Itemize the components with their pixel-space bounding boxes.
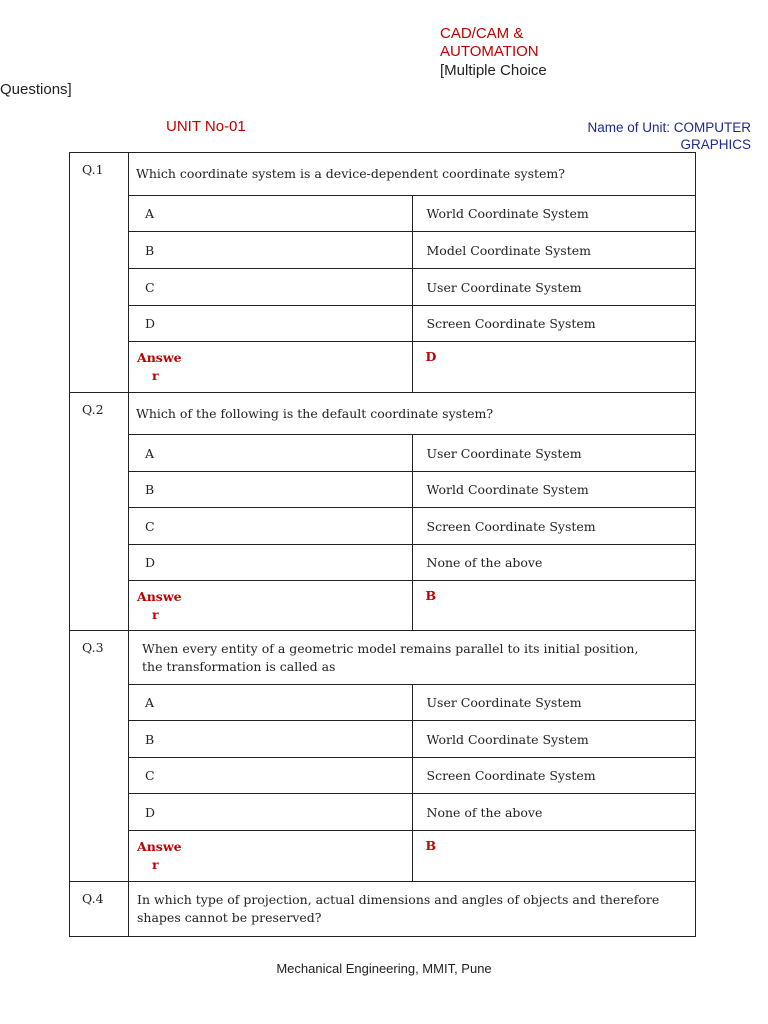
option-row [70, 306, 696, 342]
answer-label-line2: r [152, 857, 159, 872]
option-letter: B [129, 721, 413, 758]
answer-label-line1: Answe [137, 839, 182, 854]
option-letter: C [129, 758, 413, 794]
answer-row [70, 581, 696, 631]
option-letter: C [129, 508, 413, 545]
question-text-line1: When every entity of a geometric model remains parallel to its initial position, [142, 640, 639, 656]
option-row [70, 685, 696, 721]
question-number: Q.1 [70, 153, 129, 393]
question-number: Q.4 [70, 882, 129, 937]
option-text: World Coordinate System [412, 721, 696, 758]
answer-value: B [412, 581, 696, 631]
option-row [70, 545, 696, 581]
answer-label [129, 581, 413, 631]
unit-name-value2: GRAPHICS [680, 137, 751, 152]
option-letter: B [129, 232, 413, 269]
answer-value: D [412, 342, 696, 393]
question-row [70, 153, 696, 196]
option-text: User Coordinate System [412, 269, 696, 306]
answer-label-line1: Answe [137, 350, 182, 365]
option-letter: A [129, 196, 413, 232]
unit-label: UNIT No-01 [166, 118, 246, 135]
option-row [70, 758, 696, 794]
option-row [70, 794, 696, 831]
answer-label [129, 342, 413, 393]
option-letter: A [129, 685, 413, 721]
option-text: Screen Coordinate System [412, 508, 696, 545]
option-letter: D [129, 794, 413, 831]
option-row [70, 721, 696, 758]
document-subtitle-line2: Questions] [0, 81, 72, 98]
answer-label-line2: r [152, 607, 159, 622]
question-text [129, 631, 696, 685]
question-text-line2: shapes cannot be preserved? [137, 910, 322, 925]
option-text: None of the above [412, 545, 696, 581]
question-row [70, 882, 696, 937]
document-title-line1: CAD/CAM & [440, 25, 524, 42]
answer-label-line2: r [152, 368, 159, 383]
option-row [70, 472, 696, 508]
answer-label [129, 831, 413, 882]
option-row [70, 508, 696, 545]
question-text-line2: the transformation is called as [142, 658, 336, 674]
option-letter: B [129, 472, 413, 508]
option-row [70, 269, 696, 306]
option-letter: D [129, 306, 413, 342]
option-text: Screen Coordinate System [412, 758, 696, 794]
question-text: Which of the following is the default coordinate system? [129, 393, 696, 435]
question-row [70, 393, 696, 435]
answer-row [70, 831, 696, 882]
option-text: World Coordinate System [412, 196, 696, 232]
option-letter: D [129, 545, 413, 581]
document-subtitle-line1: [Multiple Choice [440, 62, 547, 79]
option-text: Screen Coordinate System [412, 306, 696, 342]
question-number: Q.3 [70, 631, 129, 882]
document-title-line2: AUTOMATION [440, 43, 539, 60]
unit-name-value1: COMPUTER [673, 120, 751, 135]
option-row [70, 435, 696, 472]
answer-value: B [412, 831, 696, 882]
option-text: None of the above [412, 794, 696, 831]
option-text: User Coordinate System [412, 685, 696, 721]
question-number: Q.2 [70, 393, 129, 631]
option-text: Model Coordinate System [412, 232, 696, 269]
question-text [129, 882, 696, 937]
unit-name-prefix: Name of Unit: [587, 120, 674, 135]
option-text: User Coordinate System [412, 435, 696, 472]
page-footer: Mechanical Engineering, MMIT, Pune [276, 961, 492, 976]
question-text: Which coordinate system is a device-dependent coordinate system? [129, 153, 696, 196]
option-row [70, 196, 696, 232]
question-text-line1: In which type of projection, actual dimensions and angles of objects and therefore [137, 892, 660, 907]
option-letter: A [129, 435, 413, 472]
option-letter: C [129, 269, 413, 306]
question-table [69, 152, 696, 937]
option-text: World Coordinate System [412, 472, 696, 508]
answer-row [70, 342, 696, 393]
answer-label-line1: Answe [137, 589, 182, 604]
question-row [70, 631, 696, 685]
option-row [70, 232, 696, 269]
